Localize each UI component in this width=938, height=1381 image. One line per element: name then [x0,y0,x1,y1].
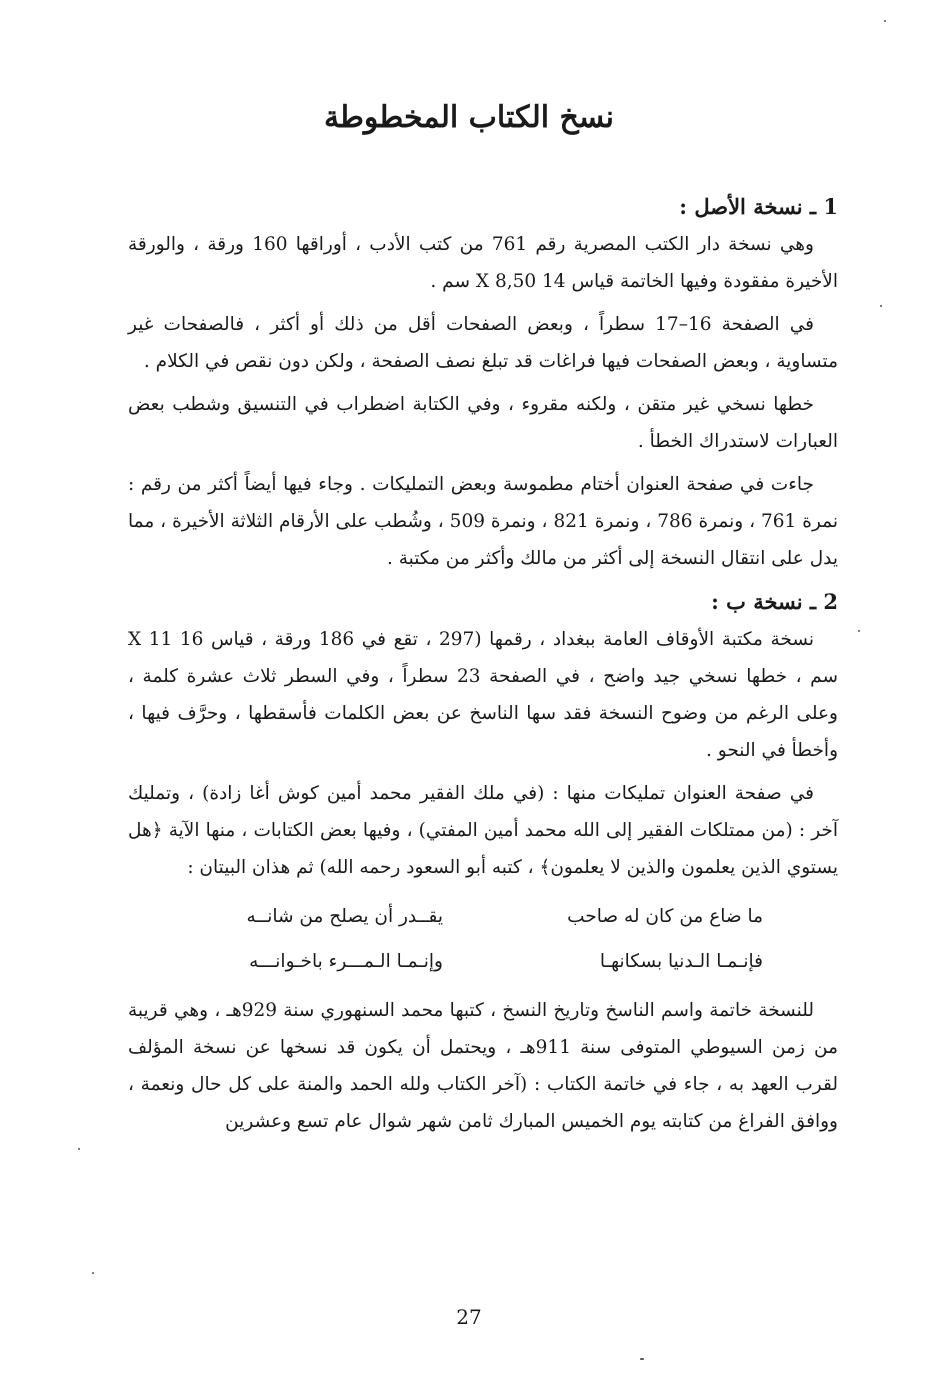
paragraph: جاءت في صفحة العنوان أختام مطموسة وبعض التمليكات . وجاء فيها أيضاً أكثر من رقم : نمرة 761 ، ونمرة 786 ، ونمرة 821 ، ونمرة 509 ، وشُطب على الأرقام الثلاثة الأخيرة ، مما يدل على انتقال النسخة إلى أكثر من مالك وأكثر من مكتبة . [128,474,839,569]
page-title: نسخ الكتاب المخطوطة [323,100,615,135]
section-heading-1: 1 ـ نسخة الأصل : [679,194,838,219]
section-heading-2: 2 ـ نسخة ب : [711,589,838,614]
scan-speck [78,1148,80,1150]
scan-speck [858,630,860,632]
verse-first-hemistich: فإنـمـا الـدنيا بسكانهـا [599,951,763,972]
paragraph: وهي نسخة دار الكتب المصرية رقم 761 من كتب الأدب ، أوراقها 160 ورقة ، والورقة الأخيرة مفقودة وفيها الخاتمة قياس 14 X 8,50 سم . [128,234,838,292]
paragraph: في الصفحة 16–17 سطراً ، وبعض الصفحات أقل من ذلك أو أكثر ، فالصفحات غير متساوية ، وبعض الصفحات فيها فراغات قد تبلغ نصف الصفحة ، ولكن دون نقص في الكلام . [128,314,838,372]
poem-verses [128,894,838,984]
scan-speck [880,305,882,307]
verse-first-hemistich: ما ضاع من كان له صاحب [567,906,763,927]
verse-line [128,939,838,984]
paragraph: خطها نسخي غير متقن ، ولكنه مقروء ، وفي الكتابة اضطراب في التنسيق وشطب بعض العبارات لاستدراك الخطأ . [128,394,838,452]
paragraph: في صفحة العنوان تمليكات منها : (في ملك الفقير محمد أمين كوش أغا زادة) ، وتمليك آخر : (من ممتلكات الفقير إلى الله محمد أمين المفتي) ، وفيها بعض الكتابات ، منها الآية ﴿هل يستوي الذين يعلمون والذين لا يعلمون﴾ ، كتبه أبو السعود رحمه الله) ثم هذان البيتان : [128,783,838,878]
paragraph: للنسخة خاتمة واسم الناسخ وتاريخ النسخ ، كتبها محمد السنهوري سنة 929هـ ، وهي قريبة من زمن السيوطي المتوفى سنة 911هـ ، ويحتمل أن يكون قد نسخها عن نسخة المؤلف لقرب العهد به ، جاء في خاتمة الكتاب : (آخر الكتاب ولله الحمد والمنة على كل حال ونعمة ، ووافق الفراغ من كتابته يوم الخميس المبارك ثامن شهر شوال عام تسع وعشرين [128,1000,838,1132]
text-column [128,188,838,1146]
paragraph: نسخة مكتبة الأوقاف العامة ببغداد ، رقمها (297 ، تقع في 186 ورقة ، قياس 16 X 11 سم ، خطها نسخي جيد واضح ، في الصفحة 23 سطراً ، وفي السطر ثلاث عشرة كلمة ، وعلى الرغم من وضوح النسخة فقد سها الناسخ عن بعض الكلمات فأسقطها ، وحرَّف فيها ، وأخطأ في النحو . [128,629,838,761]
scan-speck [92,1272,94,1274]
scan-speck [640,1358,644,1360]
verse-second-hemistich: وإنـمـا الـمـــرء باخـوانـــه [249,951,443,972]
page-number: 27 [456,1305,482,1329]
scan-speck [884,20,886,22]
verse-line [128,894,838,939]
verse-second-hemistich: يقــدر أن يصلح من شانــه [246,906,443,927]
